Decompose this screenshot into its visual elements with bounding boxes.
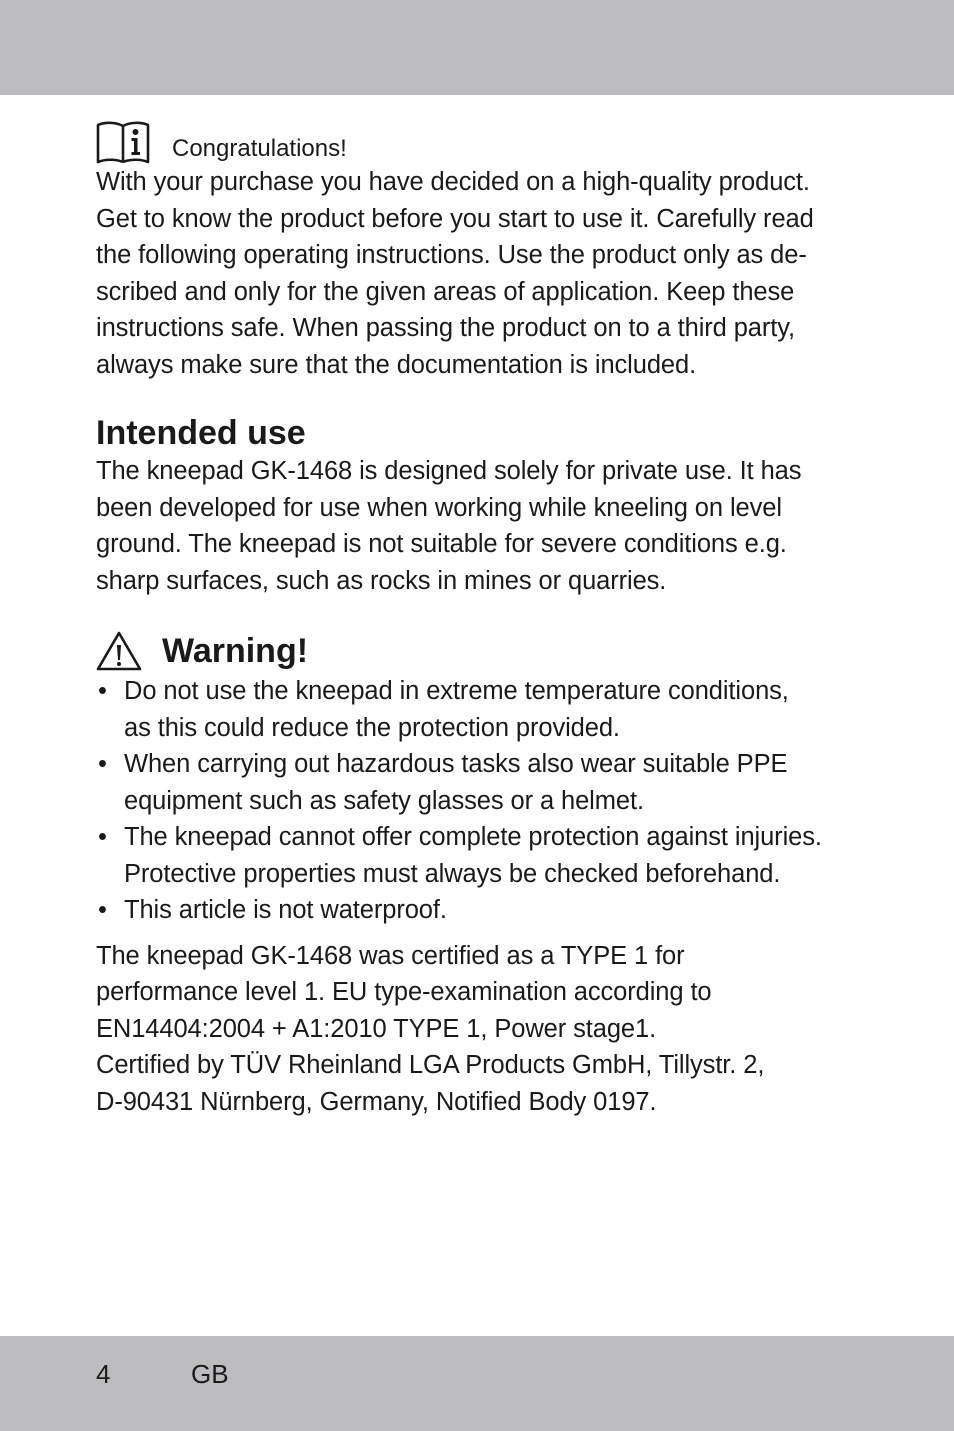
intro-title-row (96, 112, 876, 164)
text-line: Protective properties must always be checked beforehand. (124, 859, 781, 888)
intended-use-heading: Intended use (96, 414, 306, 452)
intro-title: Congratulations! (172, 135, 347, 162)
text-line: When carrying out hazardous tasks also wear suitable PPE (124, 750, 788, 778)
intro-paragraph (96, 164, 876, 383)
bullet: • (98, 896, 107, 924)
text-line: sharp surfaces, such as rocks in mines or quarries. (96, 566, 667, 595)
text-line: Do not use the kneepad in extreme temperature conditions, (124, 677, 789, 705)
text-line: Get to know the product before you start to use it. Carefully read (96, 204, 814, 233)
text-line: The kneepad GK-1468 is designed solely for private use. It has (96, 457, 802, 485)
text-line: D-90431 Nürnberg, Germany, Notified Body 0197. (96, 1087, 657, 1116)
text-line: performance level 1. EU type-examination according to (96, 978, 712, 1006)
warning-list (96, 673, 876, 929)
text-line: the following operating instructions. Use the product only as de- (96, 241, 807, 269)
text-line: The kneepad GK-1468 was certified as a TYPE 1 for (96, 941, 685, 970)
bullet: • (98, 823, 107, 851)
warning-heading: Warning! (162, 632, 309, 670)
text-line: ground. The kneepad is not suitable for severe conditions e.g. (96, 530, 787, 558)
text-line: scribed and only for the given areas of application. Keep these (96, 277, 795, 306)
list-item (96, 819, 876, 892)
list-item (96, 673, 876, 746)
header-band (0, 0, 954, 95)
footer-band (0, 1336, 954, 1431)
text-line: instructions safe. When passing the product on to a third party, (96, 314, 796, 342)
info-book-icon (96, 120, 150, 164)
language-code: GB (191, 1359, 229, 1389)
bullet: • (98, 750, 107, 778)
warning-heading-row (96, 629, 876, 673)
text-line: With your purchase you have decided on a high-quality product. (96, 168, 810, 196)
page-number: 4 (96, 1359, 111, 1389)
certification-paragraph (96, 938, 876, 1121)
list-item (96, 892, 876, 929)
text-line: Certified by TÜV Rheinland LGA Products GmbH, Tillystr. 2, (96, 1051, 765, 1079)
text-line: EN14404:2004 + A1:2010 TYPE 1, Power stage1. (96, 1014, 657, 1043)
text-line: been developed for use when working while kneeling on level (96, 493, 782, 522)
text-line: This article is not waterproof. (124, 896, 447, 924)
intended-use-paragraph (96, 453, 876, 599)
warning-triangle-icon (96, 631, 142, 671)
text-line: The kneepad cannot offer complete protection against injuries. (124, 823, 822, 851)
text-line: as this could reduce the protection provided. (124, 713, 620, 742)
page-content (96, 112, 876, 1120)
text-line: always make sure that the documentation is included. (96, 350, 697, 379)
bullet: • (98, 677, 107, 705)
text-line: equipment such as safety glasses or a helmet. (124, 786, 644, 815)
list-item (96, 746, 876, 819)
